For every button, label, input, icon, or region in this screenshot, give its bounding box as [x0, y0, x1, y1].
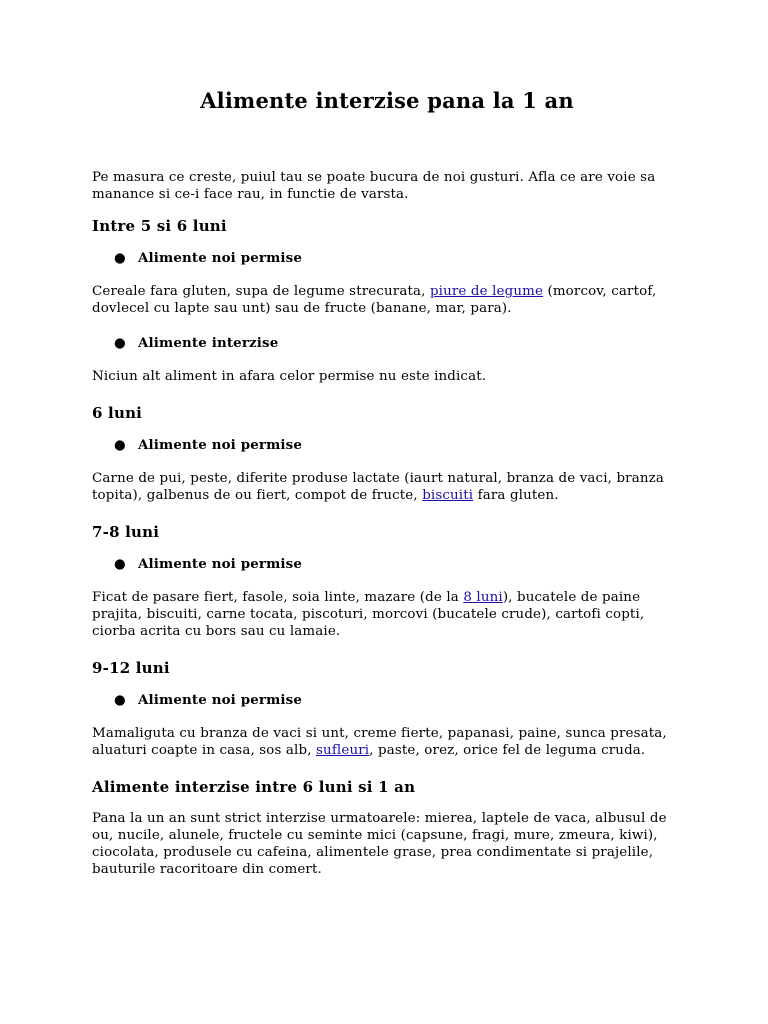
list-item	[92, 555, 682, 573]
paragraph-text: Cereale fara gluten, supa de legume strecurata,	[92, 284, 430, 299]
list-item-label: Alimente noi permise	[138, 556, 303, 572]
page-title: Alimente interzise pana la 1 an	[200, 88, 574, 113]
list-item-label: Alimente noi permise	[138, 250, 303, 266]
link-piure-de-legume[interactable]: piure de legume	[429, 284, 544, 299]
document-page	[92, 84, 682, 878]
intro-paragraph: Pe masura ce creste, puiul tau se poate bucura de noi gusturi. Afla ce are voie sa manance si ce-i face rau, in functie de varsta.	[92, 170, 656, 202]
paragraph	[92, 725, 682, 759]
bullet-icon: ●	[114, 556, 126, 572]
list-item-label: Alimente noi permise	[138, 692, 303, 708]
paragraph: Niciun alt aliment in afara celor permise nu este indicat.	[92, 369, 487, 384]
list-item	[92, 334, 682, 352]
list-item	[92, 249, 682, 267]
paragraph-text: ), bucatele de paine prajita, biscuiti, carne tocata, piscoturi, morcovi (bucatele crude), cartofi copti, ciorba acrita cu bors sau cu lamaie.	[92, 590, 645, 639]
bullet-icon: ●	[114, 250, 126, 266]
bullet-icon: ●	[114, 692, 126, 708]
list-item-label: Alimente noi permise	[138, 437, 303, 453]
bullet-icon: ●	[114, 335, 126, 351]
paragraph	[92, 470, 682, 504]
bullet-list	[92, 691, 682, 709]
paragraph-text: fara gluten.	[473, 488, 559, 503]
bullet-icon: ●	[114, 437, 126, 453]
section-heading-5-6-luni: Intre 5 si 6 luni	[92, 217, 227, 235]
bullet-list	[92, 249, 682, 267]
link-sufleuri[interactable]: sufleuri	[316, 743, 370, 758]
paragraph-text: (morcov, cartof, dovlecel cu lapte sau unt) sau de fructe (banane, mar, para).	[92, 284, 657, 316]
paragraph-text: , paste, orez, orice fel de leguma cruda.	[369, 743, 646, 758]
link-8-luni[interactable]: 8 luni	[463, 590, 503, 605]
bullet-list	[92, 555, 682, 573]
section-heading-6-luni: 6 luni	[92, 404, 143, 422]
bullet-list	[92, 334, 682, 352]
paragraph: Pana la un an sunt strict interzise urmatoarele: mierea, laptele de vaca, albusul de ou, nucile, alunele, fructele cu seminte mici (capsune, fragi, mure, zmeura, kiwi), ciocolata, produsele cu cafeina, alimentele grase, prea condimentate si prajelile, bauturile racoritoare din comert.	[92, 811, 667, 877]
paragraph	[92, 283, 682, 317]
paragraph-text: Ficat de pasare fiert, fasole, soia linte, mazare (de la	[92, 590, 464, 605]
section-heading-7-8-luni: 7-8 luni	[92, 523, 160, 541]
paragraph-text: Carne de pui, peste, diferite produse lactate (iaurt natural, branza de vaci, branza topita), galbenus de ou fiert, compot de fructe,	[92, 471, 664, 503]
list-item	[92, 436, 682, 454]
list-item-label: Alimente interzise	[138, 335, 279, 351]
link-biscuiti[interactable]: biscuiti	[422, 488, 474, 503]
section-heading-9-12-luni: 9-12 luni	[92, 659, 170, 677]
list-item	[92, 691, 682, 709]
section-heading-interzise: Alimente interzise intre 6 luni si 1 an	[92, 778, 416, 796]
paragraph-text: Mamaliguta cu branza de vaci si unt, creme fierte, papanasi, paine, sunca presata, aluaturi coapte in casa, sos alb,	[92, 726, 667, 758]
bullet-list	[92, 436, 682, 454]
paragraph	[92, 589, 682, 640]
